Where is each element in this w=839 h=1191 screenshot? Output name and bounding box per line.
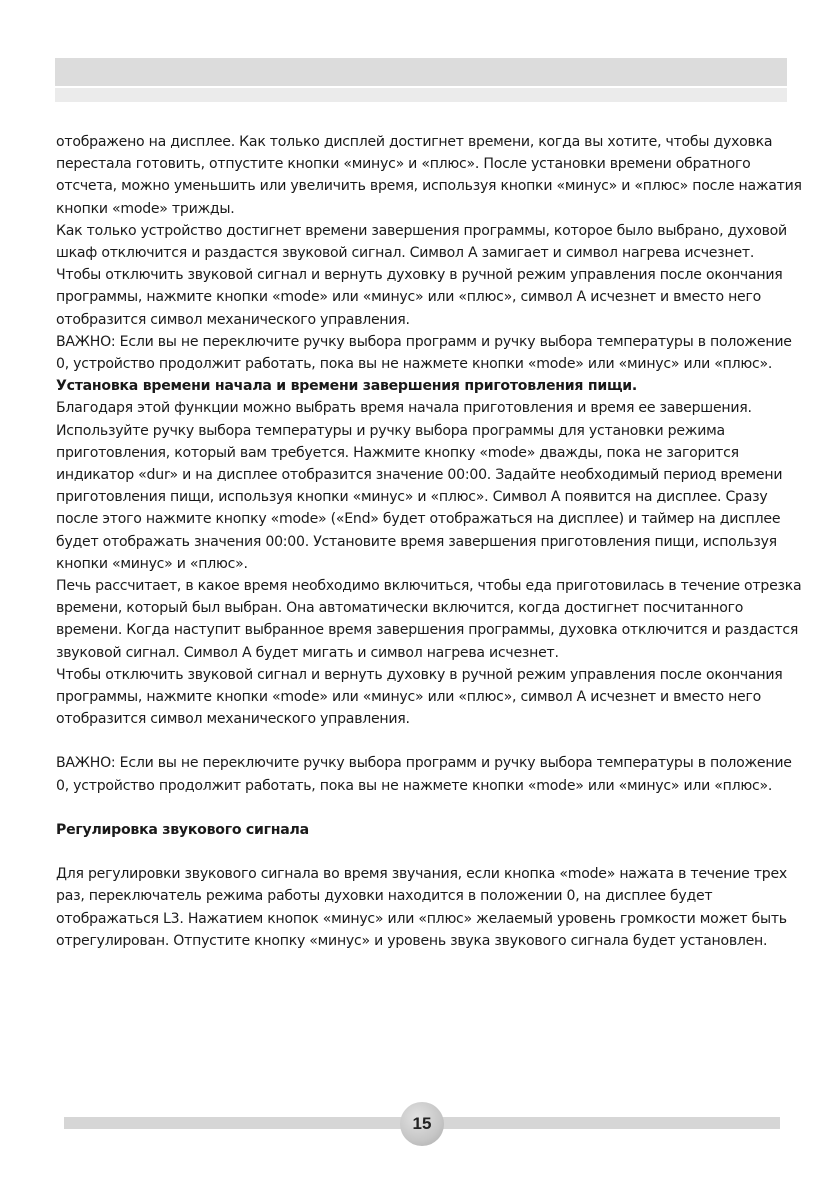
paragraph: отображено на дисплее. Как только дисплей достигнет времени, когда вы хотите, чтобы духовка перестала готовить, отпустите кнопки «минус» и «плюс». После установки времени обратного отсчета, можно уменьшить или увеличить время, используя кнопки «минус» и «плюс» после нажатия кнопки «mode» трижды. [56,134,802,217]
paragraph: Как только устройство достигнет времени завершения программы, которое было выбрано, духовой шкаф отключится и раздастся звуковой сигнал. Символ А замигает и символ нагрева исчезнет. [56,222,787,262]
page-content [56,131,806,952]
page-number-badge [400,1102,444,1146]
spacer [56,841,806,863]
header-band-underline [55,88,787,102]
section-heading: Регулировка звукового сигнала [56,821,309,838]
paragraph: Печь рассчитает, в какое время необходимо включиться, чтобы еда приготовилась в течение отрезка времени, который был выбран. Она автоматически включится, когда достигнет посчитанного времени. Когда наступит выбранное время завершения программы, духовка отключится и раздастся звуковой сигнал. Символ А будет мигать и символ нагрева исчезнет. [56,578,802,661]
header-band [55,58,787,86]
paragraph: Чтобы отключить звуковой сигнал и вернуть духовку в ручной режим управления после окончания программы, нажмите кнопки «mode» или «минус» или «плюс», символ А исчезнет и вместо него отобразится символ механического управления. [56,666,783,728]
spacer [56,730,806,752]
spacer [56,797,806,819]
page-number: 15 [412,1114,432,1133]
section-heading: Установка времени начала и времени завершения приготовления пищи. [56,378,638,395]
paragraph: ВАЖНО: Если вы не переключите ручку выбора программ и ручку выбора температуры в положение 0, устройство продолжит работать, пока вы не нажмете кнопки «mode» или «минус» или «плюс». [56,755,792,794]
paragraph: Для регулировки звукового сигнала во время звучания, если кнопка «mode» нажата в течение трех раз, переключатель режима работы духовки находится в положении 0, на дисплее будет отображаться L3. Нажатием кнопок «минус» или «плюс» желаемый уровень громкости может быть отрегулирован. Отпустите кнопку «минус» и уровень звука звукового сигнала будет установлен. [56,866,787,949]
paragraph: Чтобы отключить звуковой сигнал и вернуть духовку в ручной режим управления после окончания программы, нажмите кнопки «mode» или «минус» или «плюс», символ А исчезнет и вместо него отобразится символ механического управления. [56,267,783,328]
paragraph: ВАЖНО: Если вы не переключите ручку выбора программ и ручку выбора температуры в положение 0, устройство продолжит работать, пока вы не нажмете кнопки «mode» или «минус» или «плюс». [56,333,792,373]
paragraph: Благодаря этой функции можно выбрать время начала приготовления и время ее завершения. Используйте ручку выбора температуры и ручку выбора программы для установки режима приготовления, который вам требуется. Нажмите кнопку «mode» дважды, пока не загорится индикатор «dur» и на дисплее отобразится значение 00:00. Задайте необходимый период времени приготовления пищи, используя кнопки «минус» и «плюс». Символ А появится на дисплее. Сразу после этого нажмите кнопку «mode» («End» будет отображаться на дисплее) и таймер на дисплее будет отображать значения 00:00. Установите время завершения приготовления пищи, используя кнопки «минус» и «плюс». [56,400,783,572]
